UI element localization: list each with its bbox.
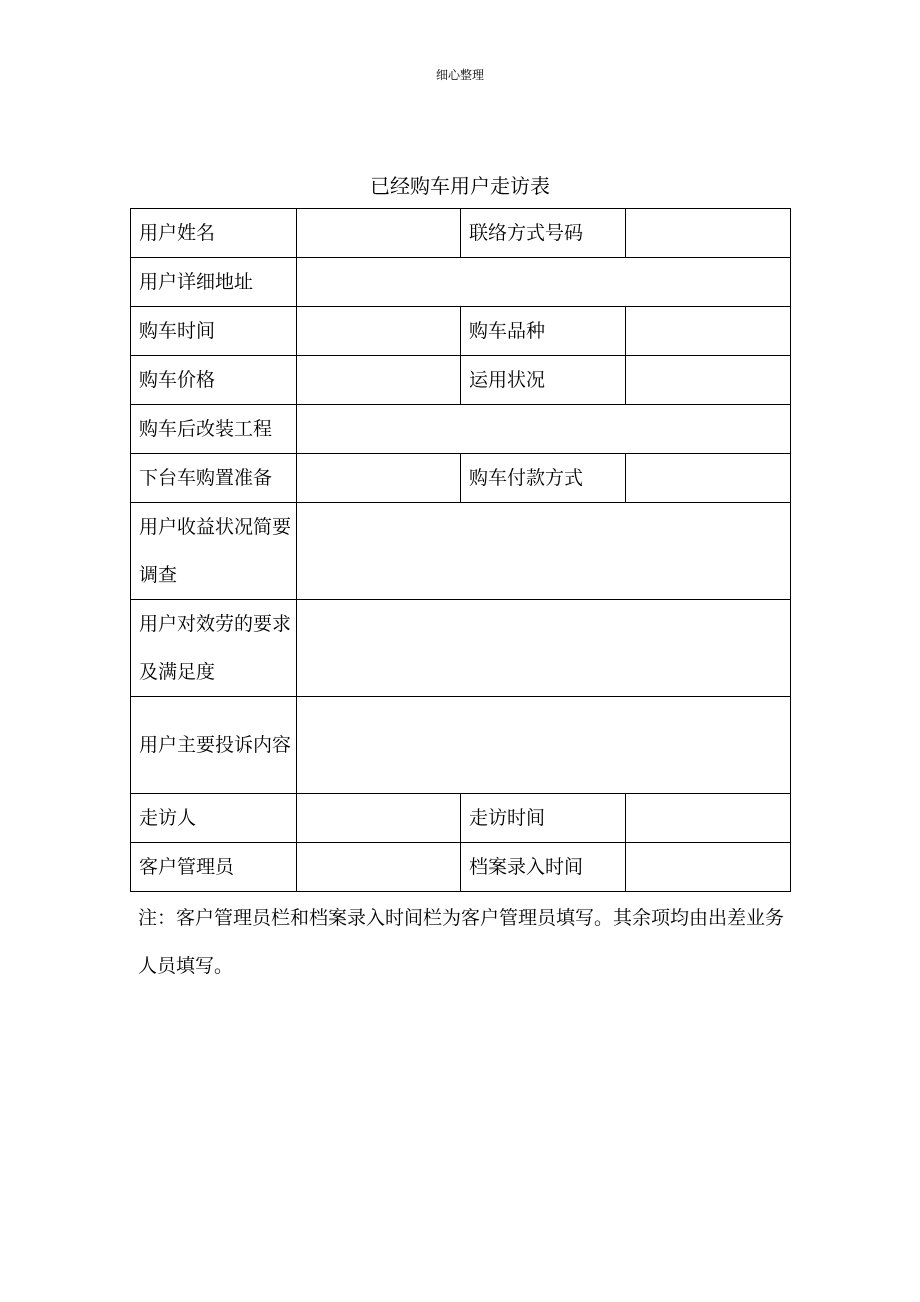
label-archive-entry-time: 档案录入时间 <box>461 843 626 892</box>
table-row <box>131 503 791 600</box>
label-visit-time: 走访时间 <box>461 794 626 843</box>
footnote: 注：客户管理员栏和档案录入时间栏为客户管理员填写。其余项均由出差业务人员填写。 <box>138 907 785 977</box>
label-contact-phone: 联络方式号码 <box>461 209 626 258</box>
label-user-name: 用户姓名 <box>131 209 297 258</box>
value-visit-time[interactable] <box>626 794 791 843</box>
value-archive-entry-time[interactable] <box>626 843 791 892</box>
value-car-model[interactable] <box>626 307 791 356</box>
table-row <box>131 843 791 892</box>
label-payment-method: 购车付款方式 <box>461 454 626 503</box>
visit-form-table <box>130 208 791 892</box>
label-income-survey: 用户收益状况简要调查 <box>131 503 297 600</box>
table-row <box>131 794 791 843</box>
value-payment-method[interactable] <box>626 454 791 503</box>
label-customer-manager: 客户管理员 <box>131 843 297 892</box>
label-car-model: 购车品种 <box>461 307 626 356</box>
label-complaints: 用户主要投诉内容 <box>131 697 297 794</box>
value-purchase-price[interactable] <box>297 356 461 405</box>
value-purchase-time[interactable] <box>297 307 461 356</box>
table-row <box>131 405 791 454</box>
table-row <box>131 600 791 697</box>
label-purchase-time: 购车时间 <box>131 307 297 356</box>
value-user-address[interactable] <box>297 258 791 307</box>
table-row <box>131 307 791 356</box>
label-usage-status: 运用状况 <box>461 356 626 405</box>
value-visitor[interactable] <box>297 794 461 843</box>
table-row <box>131 454 791 503</box>
table-row <box>131 697 791 794</box>
value-next-purchase-plan[interactable] <box>297 454 461 503</box>
table-row <box>131 209 791 258</box>
label-modifications: 购车后改装工程 <box>131 405 297 454</box>
value-usage-status[interactable] <box>626 356 791 405</box>
page-header: 细心整理 <box>435 68 484 82</box>
table-row <box>131 258 791 307</box>
value-contact-phone[interactable] <box>626 209 791 258</box>
label-service-satisfaction: 用户对效劳的要求及满足度 <box>131 600 297 697</box>
value-complaints[interactable] <box>297 697 791 794</box>
form-title: 已经购车用户走访表 <box>370 174 550 198</box>
table-row <box>131 356 791 405</box>
value-income-survey[interactable] <box>297 503 791 600</box>
value-customer-manager[interactable] <box>297 843 461 892</box>
value-modifications[interactable] <box>297 405 791 454</box>
label-user-address: 用户详细地址 <box>131 258 297 307</box>
value-service-satisfaction[interactable] <box>297 600 791 697</box>
label-purchase-price: 购车价格 <box>131 356 297 405</box>
value-user-name[interactable] <box>297 209 461 258</box>
label-next-purchase-plan: 下台车购置准备 <box>131 454 297 503</box>
label-visitor: 走访人 <box>131 794 297 843</box>
